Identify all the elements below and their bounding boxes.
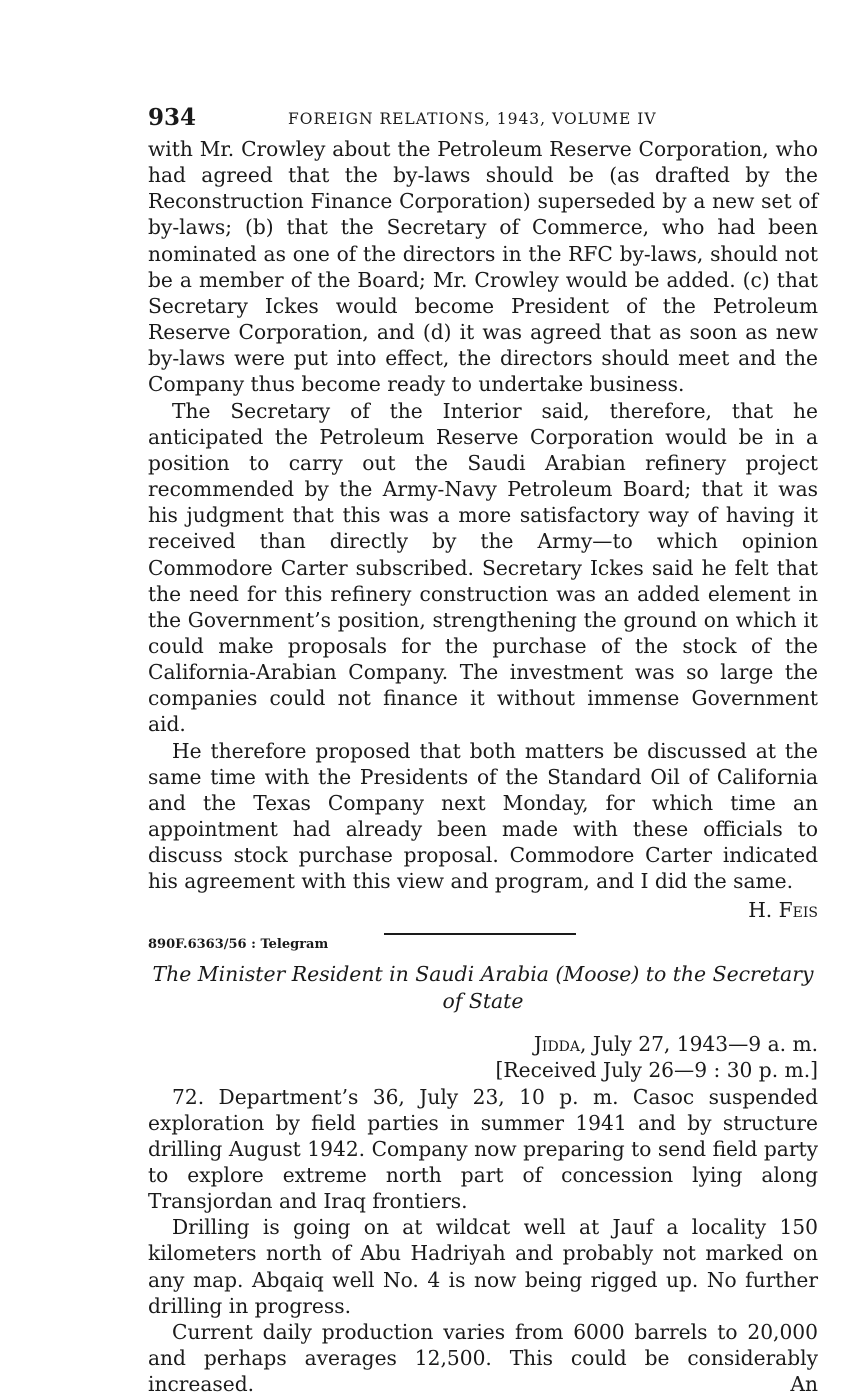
document-page	[148, 102, 818, 1397]
document-title: The Minister Resident in Saudi Arabia (Moose) to the Secretary of State	[152, 961, 814, 1013]
file-reference: 890F.6363/56 : Telegram	[148, 936, 329, 952]
received-note: [Received July 26—9 : 30 p. m.]	[495, 1058, 818, 1083]
signature	[148, 897, 818, 923]
running-title: FOREIGN RELATIONS, 1943, VOLUME IV	[288, 110, 657, 128]
signature-surname: Feis	[778, 897, 818, 922]
running-head	[148, 102, 818, 136]
section-divider	[148, 931, 818, 955]
paragraph-continuation: with Mr. Crowley about the Petroleum Reserve Corporation, who had agreed that the by-laws should be (as drafted by the Reconstruction Finance Corporation) superseded by a new set of by-laws; (b) that the Secretary of Commerce, who had been nominated as one of the directors in the RFC by-laws, should not be a member of the Board; Mr. Crowley would be added. (c) that Secretary Ickes would become President of the Petroleum Reserve Corporation, and (d) it was agreed that as soon as new by-laws were put into effect, the directors should meet and the Company thus become ready to undertake business.	[148, 137, 818, 397]
page-number: 934	[148, 104, 197, 131]
dateline	[148, 1031, 818, 1084]
dateline-place-date	[148, 1031, 818, 1058]
telegram-paragraph-3: Current daily production varies from 6000 barrels to 20,000 and perhaps averages 12,500. This could be considerably increased. An	[148, 1319, 818, 1397]
telegram-paragraph-2: Drilling is going on at wildcat well at Jauf a locality 150 kilometers north of Abu Hadriyah and probably not marked on any map. Abqaiq well No. 4 is now being rigged up. No further drilling in progress.	[148, 1215, 818, 1318]
telegram-paragraph-1: 72. Department’s 36, July 23, 10 p. m. Casoc suspended exploration by field parties in summer 1941 and by structure drilling August 1942. Company now preparing to send field party to explore extreme north part of concession lying along Transjordan and Iraq frontiers.	[148, 1084, 818, 1214]
divider-rule	[384, 933, 576, 935]
paragraph-proposal: He therefore proposed that both matters be discussed at the same time with the Presidents of the Standard Oil of California and the Texas Company next Monday, for which time an appointment had already been made with these officials to discuss stock purchase proposal. Commodore Carter indicated his agreement with this view and program, and I did the same.	[148, 738, 818, 894]
signature-initial: H.	[748, 897, 779, 922]
dateline-date: , July 27, 1943—9 a. m.	[580, 1031, 818, 1056]
dateline-place: Jidda	[533, 1031, 581, 1056]
paragraph-secretary-interior: The Secretary of the Interior said, therefore, that he anticipated the Petroleum Reserve Corporation would be in a position to carry out the Saudi Arabian refinery project recommended by the Army-Navy Petroleum Board; that it was his judgment that this was a more satisfactory way of having it received than directly by the Army—to which opinion Commodore Carter subscribed. Secretary Ickes said he felt that the need for this refinery construction was an added element in the Government’s position, strengthening the ground on which it could make proposals for the purchase of the stock of the California-Arabian Company. The investment was so large the companies could not finance it without immense Government aid.	[148, 398, 818, 737]
